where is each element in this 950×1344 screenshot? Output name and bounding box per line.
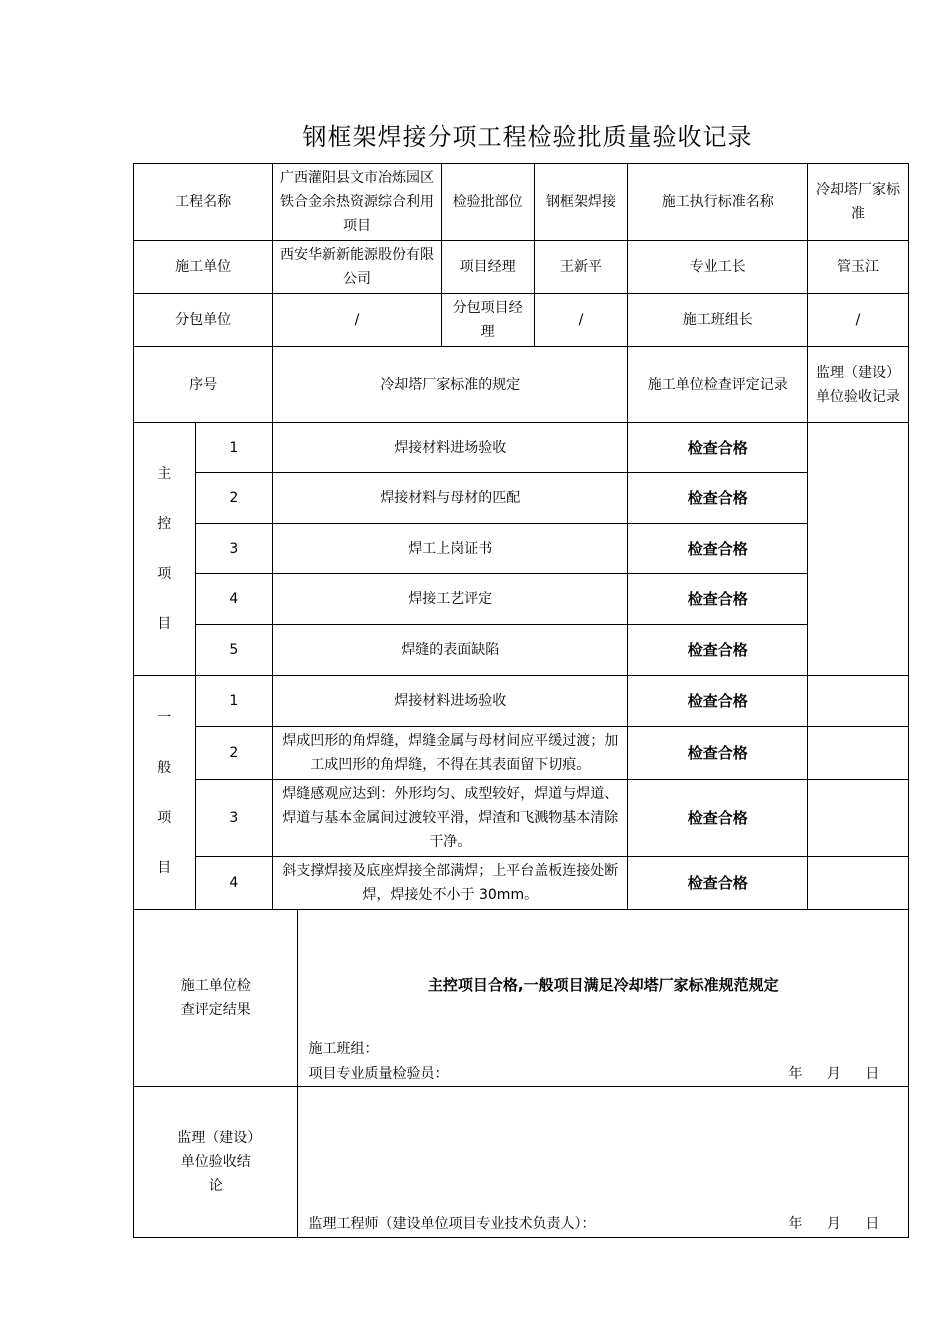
table-row	[134, 524, 909, 574]
project-manager-label: 项目经理	[441, 241, 534, 294]
item-result: 检查合格	[628, 727, 808, 780]
supervisor-cell	[808, 676, 909, 727]
item-no: 3	[195, 780, 273, 857]
unit-result-label: 施工单位检查评定结果	[134, 910, 298, 1087]
item-spec: 焊接工艺评定	[273, 574, 628, 625]
general-group-label	[134, 676, 196, 910]
item-no: 2	[195, 727, 273, 780]
inspection-part-label: 检验批部位	[441, 164, 534, 241]
seq-header: 序号	[134, 347, 273, 423]
group-char: 目	[157, 859, 172, 876]
item-spec: 焊缝的表面缺陷	[273, 625, 628, 676]
item-spec: 焊接材料进场验收	[273, 423, 628, 473]
inspection-part-value: 钢框架焊接	[534, 164, 628, 241]
unit-result-row	[134, 910, 909, 1087]
project-name-value: 广西灌阳县文市冶炼园区铁合金余热资源综合利用项目	[273, 164, 442, 241]
foreman-label: 专业工长	[628, 241, 808, 294]
table-row	[134, 574, 909, 625]
supervisor-result-row	[134, 1087, 909, 1238]
item-result: 检查合格	[628, 625, 808, 676]
item-result: 检查合格	[628, 676, 808, 727]
supervisor-cell	[808, 780, 909, 857]
project-manager-value: 王新平	[534, 241, 628, 294]
table-row	[134, 857, 909, 910]
group-char: 般	[157, 759, 172, 776]
team-signature-label: 施工班组：	[308, 1041, 379, 1057]
group-char: 项	[157, 566, 172, 582]
item-result: 检查合格	[628, 524, 808, 574]
main-control-supervisor-cell	[808, 423, 909, 676]
construction-unit-label: 施工单位	[134, 241, 273, 294]
item-spec: 焊接材料与母材的匹配	[273, 473, 628, 524]
header-row-project	[134, 164, 909, 241]
team-leader-value: /	[808, 294, 909, 347]
spec-header: 冷却塔厂家标准的规定	[273, 347, 628, 423]
main-control-group-label	[134, 423, 196, 676]
item-no: 2	[195, 473, 273, 524]
foreman-value: 管玉江	[808, 241, 909, 294]
supervisor-cell	[808, 727, 909, 780]
item-spec: 焊缝感观应达到：外形均匀、成型较好，焊道与焊道、焊道与基本金属间过渡较平滑，焊渣和飞溅物基本清除干净。	[273, 780, 628, 857]
group-char: 项	[157, 809, 172, 826]
item-spec: 斜支撑焊接及底座焊接全部满焊；上平台盖板连接处断焊，焊接处不小于 30mm。	[273, 857, 628, 910]
supervisor-cell	[808, 857, 909, 910]
page-title: 钢框架焊接分项工程检验批质量验收记录	[302, 123, 753, 151]
supervisor-result-label: 监理（建设）单位验收结论	[134, 1087, 298, 1238]
item-result: 检查合格	[628, 473, 808, 524]
team-leader-label: 施工班组长	[628, 294, 808, 347]
item-no: 3	[195, 524, 273, 574]
item-result: 检查合格	[628, 423, 808, 473]
unit-conclusion: 主控项目合格,一般项目满足冷却塔厂家标准规范规定	[427, 976, 779, 994]
table-row	[134, 625, 909, 676]
supervisor-date-label: 年 月 日	[788, 1216, 880, 1232]
item-spec: 焊成凹形的角焊缝，焊缝金属与母材间应平缓过渡；加工成凹形的角焊缝，不得在其表面留下切痕。	[273, 727, 628, 780]
table-row	[134, 727, 909, 780]
inspection-record-table	[133, 163, 909, 1238]
item-result: 检查合格	[628, 857, 808, 910]
standard-label: 施工执行标准名称	[628, 164, 808, 241]
item-result: 检查合格	[628, 574, 808, 625]
table-row	[134, 423, 909, 473]
column-header-row	[134, 347, 909, 423]
header-row-unit	[134, 241, 909, 294]
construction-unit-value: 西安华新新能源股份有限公司	[273, 241, 442, 294]
group-char: 目	[157, 616, 172, 632]
table-row	[134, 676, 909, 727]
group-char: 主	[157, 466, 172, 482]
table-row	[134, 473, 909, 524]
subcontractor-value: /	[273, 294, 442, 347]
table-row	[134, 780, 909, 857]
subcontractor-label: 分包单位	[134, 294, 273, 347]
item-no: 4	[195, 857, 273, 910]
supervisor-record-header: 监理（建设）单位验收记录	[808, 347, 909, 423]
item-no: 4	[195, 574, 273, 625]
unit-result-cell	[298, 910, 909, 1087]
item-no: 1	[195, 676, 273, 727]
item-no: 1	[195, 423, 273, 473]
sub-manager-label: 分包项目经理	[441, 294, 534, 347]
inspector-signature-label: 项目专业质量检验员：	[308, 1066, 449, 1082]
item-result: 检查合格	[628, 780, 808, 857]
supervisor-result-cell	[298, 1087, 909, 1238]
group-char: 一	[157, 709, 172, 726]
item-no: 5	[195, 625, 273, 676]
header-row-subcontractor	[134, 294, 909, 347]
unit-record-header: 施工单位检查评定记录	[628, 347, 808, 423]
standard-value: 冷却塔厂家标准	[808, 164, 909, 241]
unit-date-label: 年 月 日	[788, 1066, 880, 1082]
sub-manager-value: /	[534, 294, 628, 347]
project-name-label: 工程名称	[134, 164, 273, 241]
item-spec: 焊接材料进场验收	[273, 676, 628, 727]
group-char: 控	[157, 516, 172, 532]
item-spec: 焊工上岗证书	[273, 524, 628, 574]
engineer-signature-label: 监理工程师（建设单位项目专业技术负责人）：	[308, 1216, 596, 1232]
